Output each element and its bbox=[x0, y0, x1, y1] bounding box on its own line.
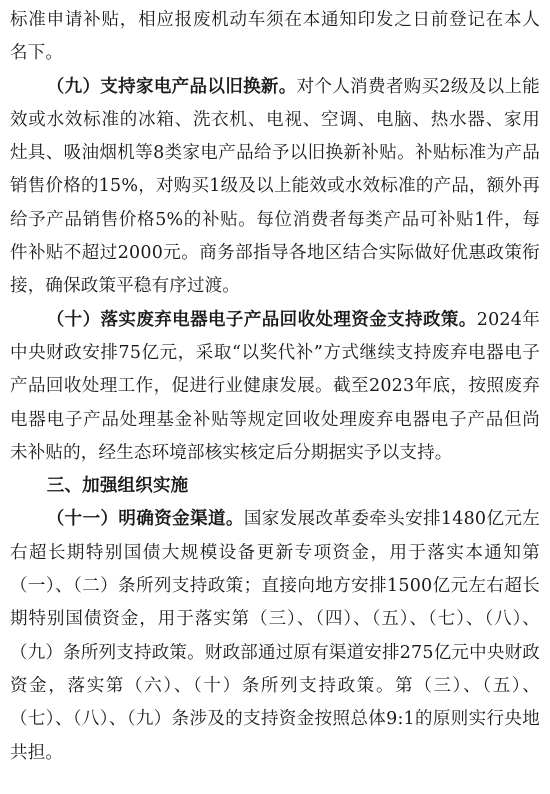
item-10-heading: （十）落实废弃电器电子产品回收处理资金支持政策。 bbox=[46, 309, 477, 330]
paragraph-item-9 bbox=[10, 71, 540, 304]
item-11-heading: （十一）明确资金渠道。 bbox=[46, 509, 244, 530]
section-heading: 三、加强组织实施 bbox=[46, 476, 189, 497]
paragraph-item-10 bbox=[10, 304, 540, 470]
item-9-heading: （九）支持家电产品以旧换新。 bbox=[46, 76, 297, 97]
item-9-body: 对个人消费者购买2级及以上能效或水效标准的冰箱、洗衣机、电视、空调、电脑、热水器、家用灶具、吸油烟机等8类家电产品给予以旧换新补贴。补贴标准为产品销售价格的15%，对购买1级及以上能效或水效标准的产品，额外再给予产品销售价格5%的补贴。每位消费者每类产品可补贴1件，每件补贴不超过2000元。商务部指导各地区结合实际做好优惠政策衔接，确保政策平稳有序过渡。 bbox=[10, 76, 540, 297]
paragraph-continuation: 标准申请补贴，相应报废机动车须在本通知印发之日前登记在本人名下。 bbox=[10, 10, 540, 64]
paragraph-item-11 bbox=[10, 503, 540, 769]
item-11-body: 国家发展改革委牵头安排1480亿元左右超长期特别国债大规模设备更新专项资金，用于落实本通知第（一）、（二）条所列支持政策；直接向地方安排1500亿元左右超长期特别国债资金，用于落实第（三）、（四）、（五）、（七）、（八）、（九）条所列支持政策。财政部通过原有渠道安排275亿元中央财政资金，落实第（六）、（十）条所列支持政策。第（三）、（五）、（七）、（八）、（九）条涉及的支持资金按照总体9:1的原则实行央地共担。 bbox=[10, 509, 540, 763]
item-10-body: 2024年中央财政安排75亿元，采取“以奖代补”方式继续支持废弃电器电子产品回收处理工作，促进行业健康发展。截至2023年底，按照废弃电器电子产品处理基金补贴等规定回收处理废弃电器电子产品但尚未补贴的，经生态环境部核实核定后分期据实予以支持。 bbox=[10, 309, 540, 463]
